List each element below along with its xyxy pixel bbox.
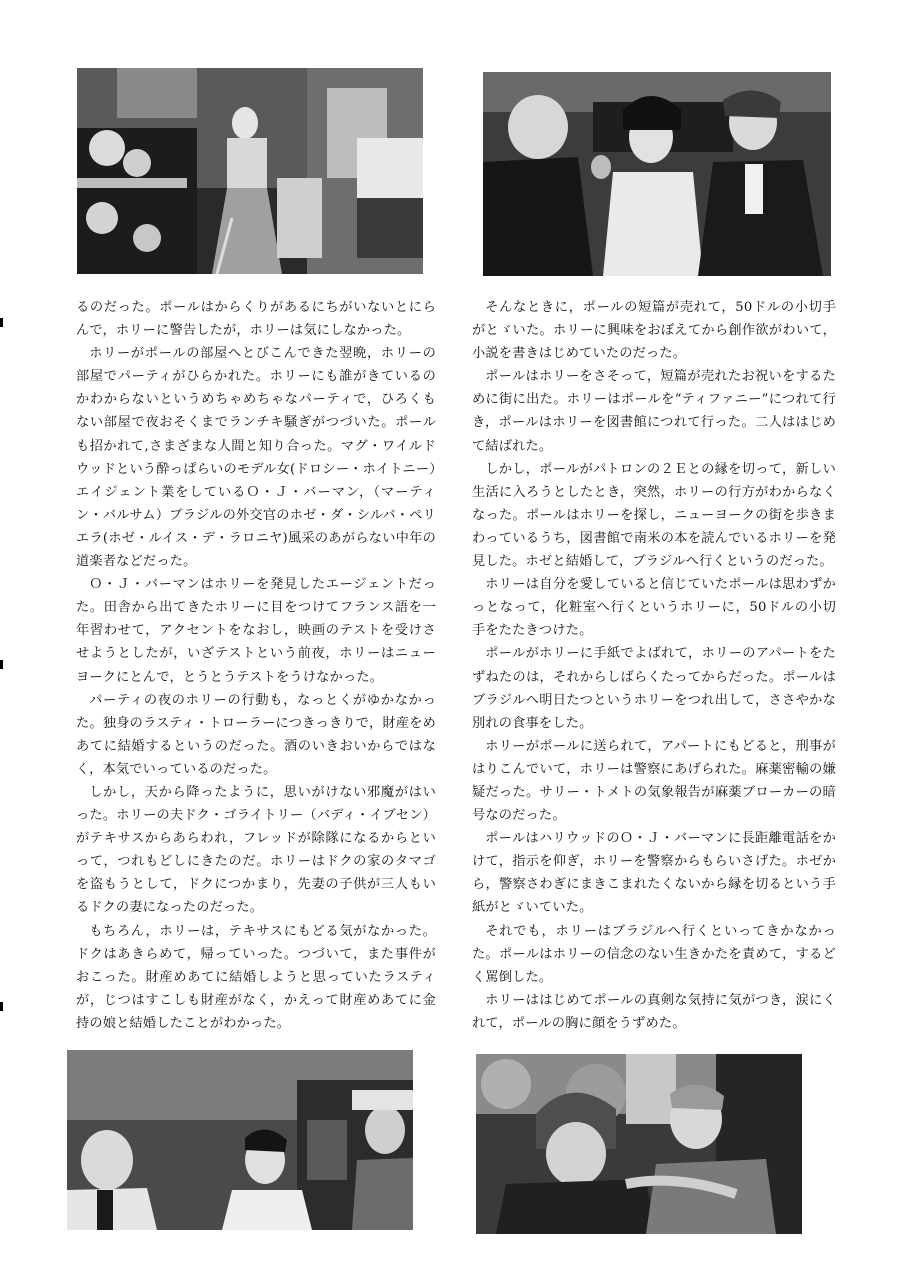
photo-bottom-left-image [67,1050,413,1230]
right-paragraph-1: そんなときに，ポールの短篇が売れて，50ドルの小切手がとゞいた。ホリーに興味をおぼえてから創作欲がわいて，小説を書きはじめていたのだった。 [472,300,836,362]
right-paragraph-3: しかし，ポールがパトロンの２Ｅとの縁を切って，新しい生活に入ろうとしたとき，突然，ホリーの行方がわからなくなった。ポールはホリーを探し，ニューヨークの街を歩きまわっているうち，図書館で南米の本を読んでいるホリーを発見した。ホゼと結婚して，ブラジルへ行くというのだった。 [472,461,836,570]
left-paragraph-4: パーティの夜のホリーの行動も，なっとくがゆかなかった。独身のラスティ・トローラーにつきっきりで，財産をめあてに結婚するというのだった。酒のいきおいからではなく，本気でいっているのだった。 [76,692,436,777]
binding-mark-1 [0,318,3,327]
left-paragraph-2: ホリーがポールの部屋へとびこんできた翌晩，ホリーの部屋でパーティがひらかれた。ホリーにも誰がきているのかわからないというめちゃめちゃなパーティで，ひろくもない部屋で夜おそくまでランチキ騒ぎがつづいた。ポールも招かれて,さまざまな人間と知り合った。マグ・ワイルドウッドという酔っぱらいのモデル女(ドロシー・ホイトニー）エイジェント業をしているＯ・Ｊ・バーマン，（マーティン・バルサム）ブラジルの外交官のホゼ・ダ・シルバ・ペリエラ(ホゼ・ルイス・デ・ラロニヤ)風采のあがらない中年の道楽者などだった。 [76,346,436,570]
right-paragraph-8: それでも，ホリーはブラジルへ行くといってきかなかった。ポールはホリーの信念のない生きかたを責めて，するどく罵倒した。 [472,923,836,985]
article-left-column [76,296,436,1035]
right-paragraph-6: ホリーがポールに送られて，アパートにもどると，刑事がはりこんでいて，ホリーは警察にあげられた。麻薬密輸の嫌疑だった。サリー・トメトの気象報告が麻薬ブローカーの暗号なのだった。 [472,738,836,824]
right-paragraph-2: ポールはホリーをさそって，短篇が売れたお祝いをするために街に出た。ホリーはポールを“ティファニー”につれて行き，ポールはホリーを図書館につれて行った。二人ははじめて結ばれた。 [472,369,836,454]
photo-bottom-right-image [476,1054,802,1234]
right-paragraph-9: ホリーははじめてポールの真剣な気持に気がつき，涙にくれて，ポールの胸に顔をうずめた。 [472,992,836,1031]
left-paragraph-3: Ｏ・Ｊ・バーマンはホリーを発見したエージェントだった。田舎から出てきたホリーに目をつけてフランス語を一年習わせて，アクセントをなおし，映画のテストを受けさせようとしたが，いざテストという前夜，ホリーはニューヨークにとんで，とうとうテストをうけなかった。 [76,577,436,685]
right-paragraph-5: ポールがホリーに手紙でよばれて，ホリーのアパートをたずねたのは，それからしばらくたってからだった。ポールはブラジルへ明日たつというホリーをつれ出して，ささやかな別れの食事をした。 [472,646,836,731]
photo-bottom-left [67,1050,413,1230]
photo-top-right-image [483,72,831,276]
photo-top-left [77,68,423,274]
photo-top-right [483,72,831,276]
left-paragraph-1: るのだった。ポールはからくりがあるにちがいないとにらんで，ホリーに警告したが，ホリーは気にしなかった。 [76,300,436,339]
right-paragraph-7: ポールはハリウッドのＯ・Ｊ・バーマンに長距離電話をかけて，指示を仰ぎ，ホリーを警察からもらいさげた。ホゼから，警察さわぎにまきこまれたくないから縁を切るという手紙がとゞいていた。 [472,831,836,916]
left-paragraph-5: しかし，天から降ったように，思いがけない邪魔がはいった。ホリーの夫ドク・ゴライトリー（バディ・イブセン）がテキサスからあらわれ，フレッドが除隊になるからといって，つれもどしにきたのだ。ホリーはドクの家のタマゴを盗もうとして，ドクにつかまり，先妻の子供が三人もいるドクの妻になったのだった。 [76,784,436,916]
article-right-column [472,296,836,1035]
binding-mark-3 [0,1002,3,1011]
photo-bottom-right [476,1054,802,1234]
photo-top-left-image [77,68,423,274]
left-paragraph-6: もちろん，ホリーは，テキサスにもどる気がなかった。ドクはあきらめて，帰っていった。つづいて，また事件がおこった。財産めあてに結婚しようと思っていたラスティが，じつはすこしも財産がなく，かえって財産めあてに金持の娘と結婚したことがわかった。 [76,923,436,1031]
right-paragraph-4: ホリーは自分を愛していると信じていたポールは思わずかっとなって，化粧室へ行くというホリーに，50ドルの小切手をたたきつけた。 [472,577,836,639]
binding-mark-2 [0,660,3,669]
